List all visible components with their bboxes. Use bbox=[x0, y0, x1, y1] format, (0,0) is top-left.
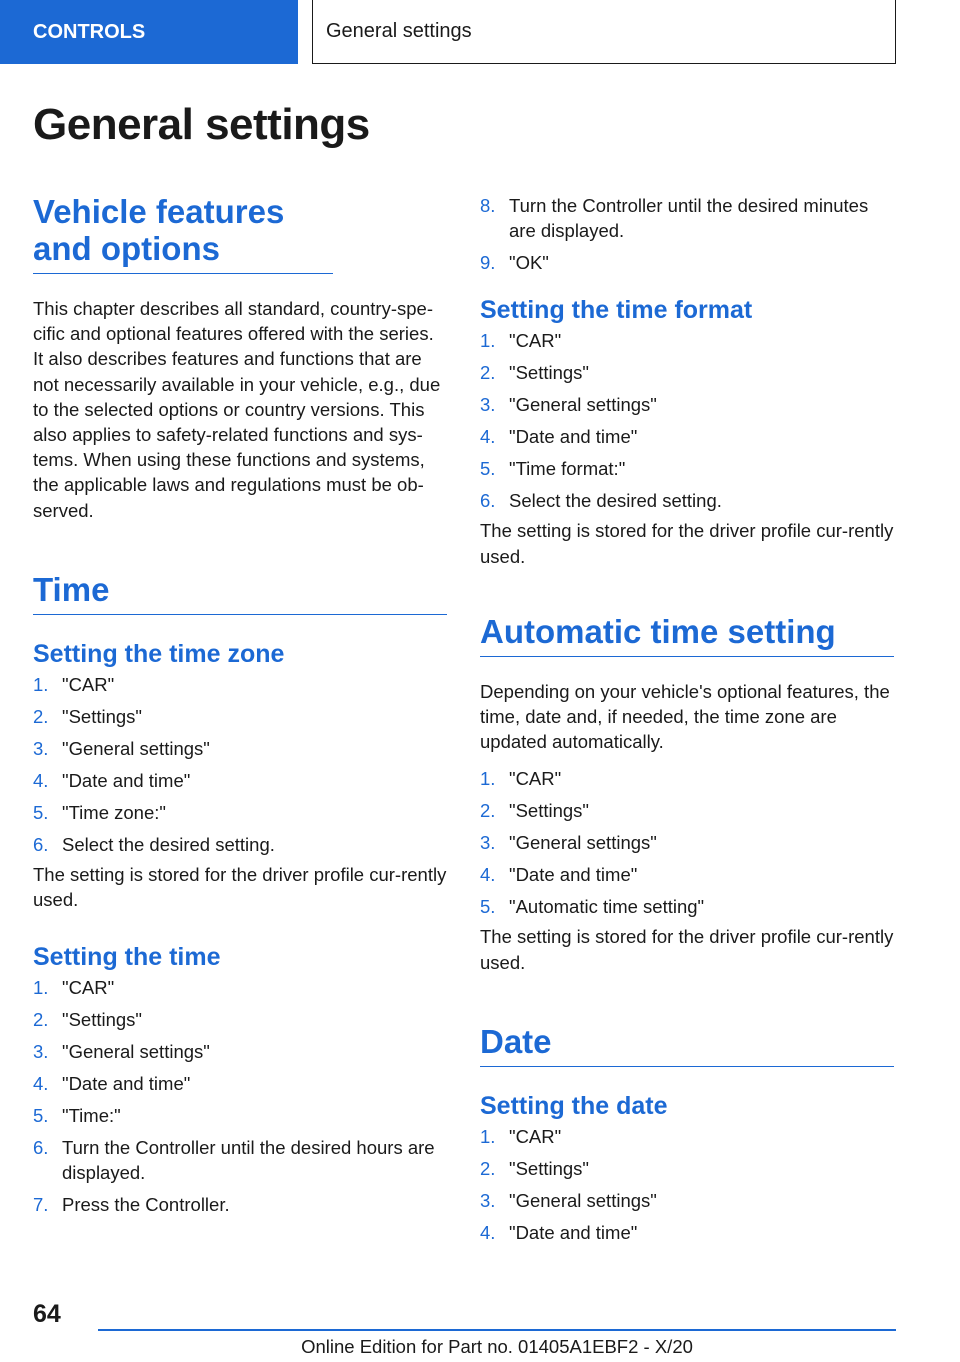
step-text: "Automatic time setting" bbox=[509, 896, 705, 918]
step-item bbox=[480, 1188, 894, 1213]
left-column bbox=[33, 193, 447, 1224]
step-item bbox=[480, 1156, 894, 1181]
step-item bbox=[33, 1007, 447, 1032]
step-number: 4. bbox=[33, 1073, 49, 1095]
step-number: 1. bbox=[33, 977, 49, 999]
step-item bbox=[33, 736, 447, 761]
step-number: 5. bbox=[33, 801, 49, 823]
step-item bbox=[480, 392, 894, 417]
step-number: 4. bbox=[33, 769, 49, 791]
step-item bbox=[480, 862, 894, 887]
step-item bbox=[33, 672, 447, 697]
footer-divider bbox=[98, 1329, 896, 1331]
heading-time: Time bbox=[33, 571, 447, 615]
step-text: "General settings" bbox=[509, 832, 657, 854]
footer-edition: Online Edition for Part no. 01405A1EBF2 - X/20 bbox=[301, 1336, 693, 1357]
section-label: CONTROLS bbox=[33, 20, 146, 43]
step-item bbox=[33, 1071, 447, 1096]
step-text: Turn the Controller until the desired minutes are displayed. bbox=[509, 195, 869, 242]
heading-automatic-time: Automatic time setting bbox=[480, 613, 894, 657]
step-text: "Settings" bbox=[62, 1009, 142, 1031]
step-text: Turn the Controller until the desired hours are displayed. bbox=[62, 1137, 435, 1184]
step-text: "CAR" bbox=[62, 977, 115, 999]
step-item bbox=[480, 1220, 894, 1245]
step-item bbox=[480, 1124, 894, 1149]
step-text: Press the Controller. bbox=[62, 1194, 230, 1216]
heading-time-zone: Setting the time zone bbox=[33, 639, 285, 668]
step-number: 1. bbox=[480, 330, 496, 352]
step-item bbox=[480, 456, 894, 481]
step-item bbox=[33, 704, 447, 729]
step-item bbox=[480, 193, 894, 243]
right-column bbox=[480, 193, 894, 1252]
time-format-note: The setting is stored for the driver profile cur-rently used. bbox=[480, 520, 894, 567]
step-item bbox=[33, 800, 447, 825]
step-item bbox=[480, 328, 894, 353]
step-item bbox=[480, 830, 894, 855]
step-number: 6. bbox=[33, 833, 49, 855]
header-title bbox=[312, 0, 896, 64]
setting-time-steps-cont bbox=[480, 193, 894, 275]
step-text: "CAR" bbox=[62, 673, 115, 695]
step-text: "General settings" bbox=[62, 1041, 210, 1063]
step-item bbox=[480, 766, 894, 791]
step-number: 9. bbox=[480, 252, 496, 274]
step-item bbox=[480, 894, 894, 919]
step-number: 3. bbox=[480, 394, 496, 416]
step-number: 2. bbox=[33, 1009, 49, 1031]
page-number: 64 bbox=[33, 1300, 61, 1328]
step-item bbox=[480, 424, 894, 449]
heading-vehicle-features: Vehicle features and options bbox=[33, 193, 333, 274]
step-text: Select the desired setting. bbox=[509, 490, 722, 512]
step-item bbox=[480, 250, 894, 275]
step-item bbox=[480, 798, 894, 823]
step-item bbox=[480, 360, 894, 385]
heading-time-format: Setting the time format bbox=[480, 296, 753, 325]
step-text: "Time format:" bbox=[509, 458, 626, 480]
automatic-time-body: Depending on your vehicle's optional features, the time, date and, if needed, the time zone are updated automatically. bbox=[480, 680, 890, 753]
step-number: 2. bbox=[480, 1157, 496, 1179]
automatic-time-steps bbox=[480, 766, 894, 919]
step-number: 2. bbox=[480, 800, 496, 822]
time-zone-steps bbox=[33, 672, 447, 857]
section-tab bbox=[0, 0, 298, 64]
step-item bbox=[33, 1103, 447, 1128]
step-text: "Date and time" bbox=[62, 1073, 191, 1095]
step-text: "Settings" bbox=[62, 705, 142, 727]
step-number: 3. bbox=[480, 832, 496, 854]
step-text: "General settings" bbox=[509, 394, 657, 416]
step-text: "Time zone:" bbox=[62, 801, 166, 823]
step-text: "Date and time" bbox=[62, 769, 191, 791]
heading-setting-date: Setting the date bbox=[480, 1091, 668, 1120]
step-item bbox=[480, 488, 894, 513]
setting-time-steps bbox=[33, 975, 447, 1217]
step-number: 4. bbox=[480, 1221, 496, 1243]
step-item bbox=[33, 975, 447, 1000]
header-title-text: General settings bbox=[326, 20, 472, 42]
step-number: 1. bbox=[480, 1125, 496, 1147]
step-item bbox=[33, 1039, 447, 1064]
step-text: "Settings" bbox=[509, 362, 589, 384]
step-text: "Settings" bbox=[509, 1157, 589, 1179]
step-number: 8. bbox=[480, 195, 496, 216]
step-number: 6. bbox=[33, 1137, 49, 1159]
step-text: "Time:" bbox=[62, 1105, 121, 1127]
heading-date: Date bbox=[480, 1023, 894, 1067]
heading-setting-time: Setting the time bbox=[33, 943, 221, 972]
step-number: 1. bbox=[480, 768, 496, 790]
step-text: "Date and time" bbox=[509, 864, 638, 886]
step-number: 3. bbox=[480, 1189, 496, 1211]
step-number: 3. bbox=[33, 737, 49, 759]
step-number: 5. bbox=[480, 896, 496, 918]
time-zone-note: The setting is stored for the driver profile cur-rently used. bbox=[33, 863, 447, 911]
step-item bbox=[33, 1192, 447, 1217]
step-text: "General settings" bbox=[62, 737, 210, 759]
step-number: 1. bbox=[33, 673, 49, 695]
step-text: "CAR" bbox=[509, 330, 562, 352]
step-number: 7. bbox=[33, 1194, 49, 1216]
setting-date-steps bbox=[480, 1124, 894, 1245]
step-text: "Date and time" bbox=[509, 1221, 638, 1243]
step-text: "OK" bbox=[509, 252, 549, 274]
step-number: 3. bbox=[33, 1041, 49, 1063]
step-number: 2. bbox=[33, 705, 49, 727]
step-text: "Date and time" bbox=[509, 426, 638, 448]
step-number: 4. bbox=[480, 426, 496, 448]
page-title: General settings bbox=[33, 100, 370, 149]
automatic-time-note: The setting is stored for the driver profile cur-rently used. bbox=[480, 926, 894, 973]
time-format-steps bbox=[480, 328, 894, 513]
step-number: 4. bbox=[480, 864, 496, 886]
step-text: Select the desired setting. bbox=[62, 833, 275, 855]
step-item bbox=[33, 768, 447, 793]
step-number: 5. bbox=[33, 1105, 49, 1127]
step-text: "CAR" bbox=[509, 768, 562, 790]
step-number: 5. bbox=[480, 458, 496, 480]
vehicle-features-body: This chapter describes all standard, country-spe-cific and optional features offered with the series. It also describes features and functions that are not necessarily available in your vehicle, e.g., due to the selected options or country versions. This also applies to safety-related functions and sys-tems. When using these functions and systems, the applicable laws and regulations must be ob-served. bbox=[33, 298, 441, 521]
step-number: 6. bbox=[480, 490, 496, 512]
step-text: "General settings" bbox=[509, 1189, 657, 1211]
step-number: 2. bbox=[480, 362, 496, 384]
step-text: "Settings" bbox=[509, 800, 589, 822]
step-text: "CAR" bbox=[509, 1125, 562, 1147]
step-item bbox=[33, 832, 447, 857]
step-item bbox=[33, 1135, 447, 1185]
